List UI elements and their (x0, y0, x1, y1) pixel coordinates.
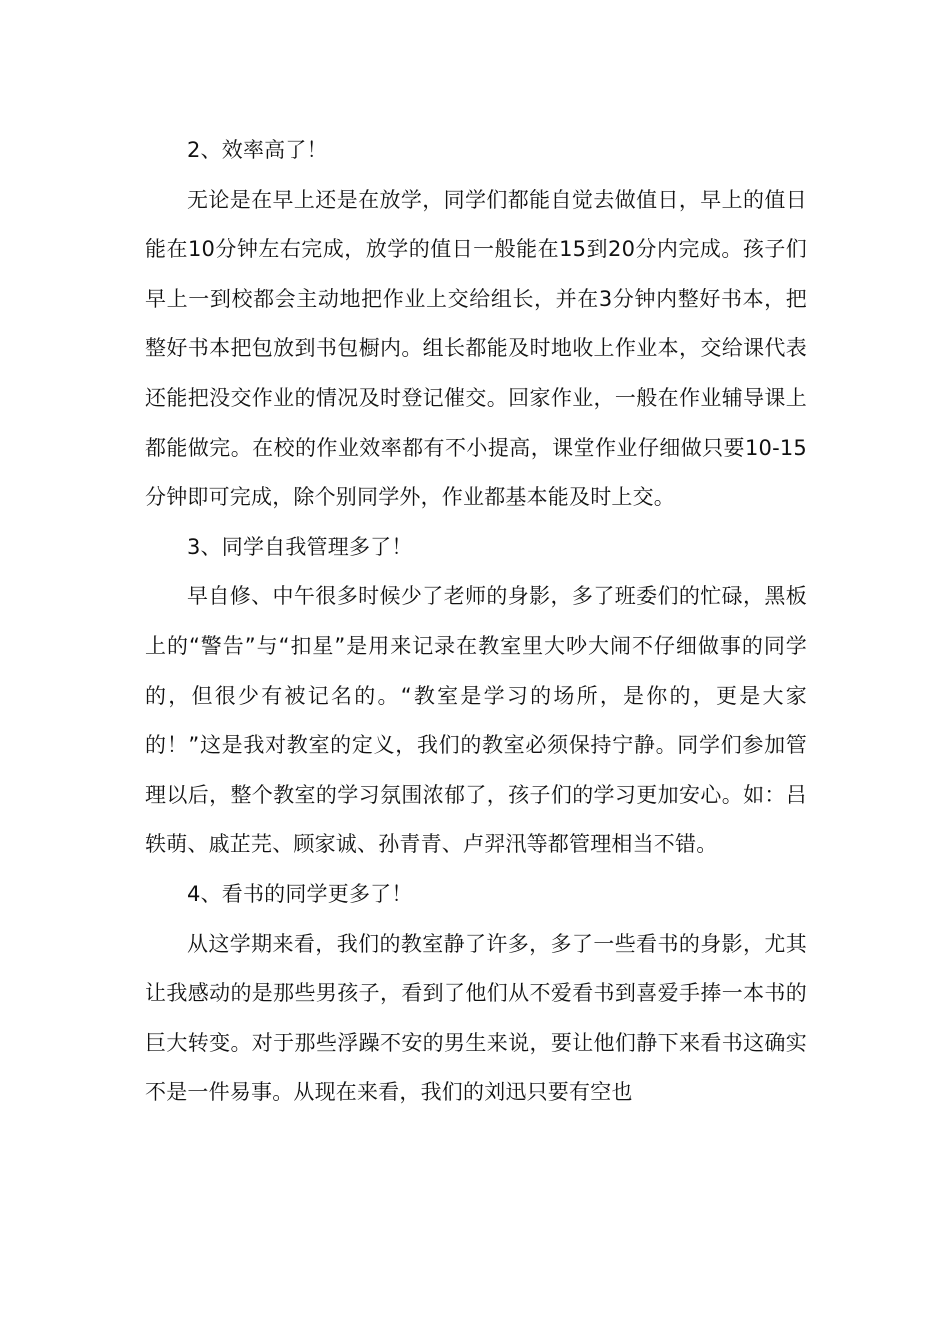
paragraph-self-management: 早自修、中午很多时候少了老师的身影，多了班委们的忙碌，黑板上的“警告”与“扣星”是用来记录在教室里大吵大闹不仔细做事的同学的，但很少有被记名的。“教室是学习的场所，是你的，更是大家的！”这是我对教室的定义，我们的教室必须保持宁静。同学们参加管理以后，整个教室的学习氛围浓郁了，孩子们的学习更加安心。如：吕轶萌、戚芷芫、顾家诚、孙青青、卢羿汛等都管理相当不错。 (145, 584, 807, 857)
paragraph-efficiency: 无论是在早上还是在放学，同学们都能自觉去做值日，早上的值日能在10分钟左右完成，放学的值日一般能在15到20分内完成。孩子们早上一到校都会主动地把作业上交给组长，并在3分钟内整好书本，把整好书本把包放到书包橱内。组长都能及时地收上作业本，交给课代表还能把没交作业的情况及时登记催交。回家作业，一般在作业辅导课上都能做完。在校的作业效率都有不小提高，课堂作业仔细做只要10-15分钟即可完成，除个别同学外，作业都基本能及时上交。 (145, 187, 807, 510)
heading-efficiency: 2、效率高了！ (187, 138, 328, 162)
heading-reading: 4、看书的同学更多了！ (187, 881, 413, 906)
heading-self-management: 3、同学自我管理多了！ (187, 534, 413, 559)
paragraph-reading: 从这学期来看，我们的教室静了许多，多了一些看书的身影，尤其让我感动的是那些男孩子，看到了他们从不爱看书到喜爱手捧一本书的巨大转变。对于那些浮躁不安的男生来说，要让他们静下来看书这确实不是一件易事。从现在来看，我们的刘迅只要有空也 (145, 931, 807, 1105)
document-body (145, 126, 807, 1118)
